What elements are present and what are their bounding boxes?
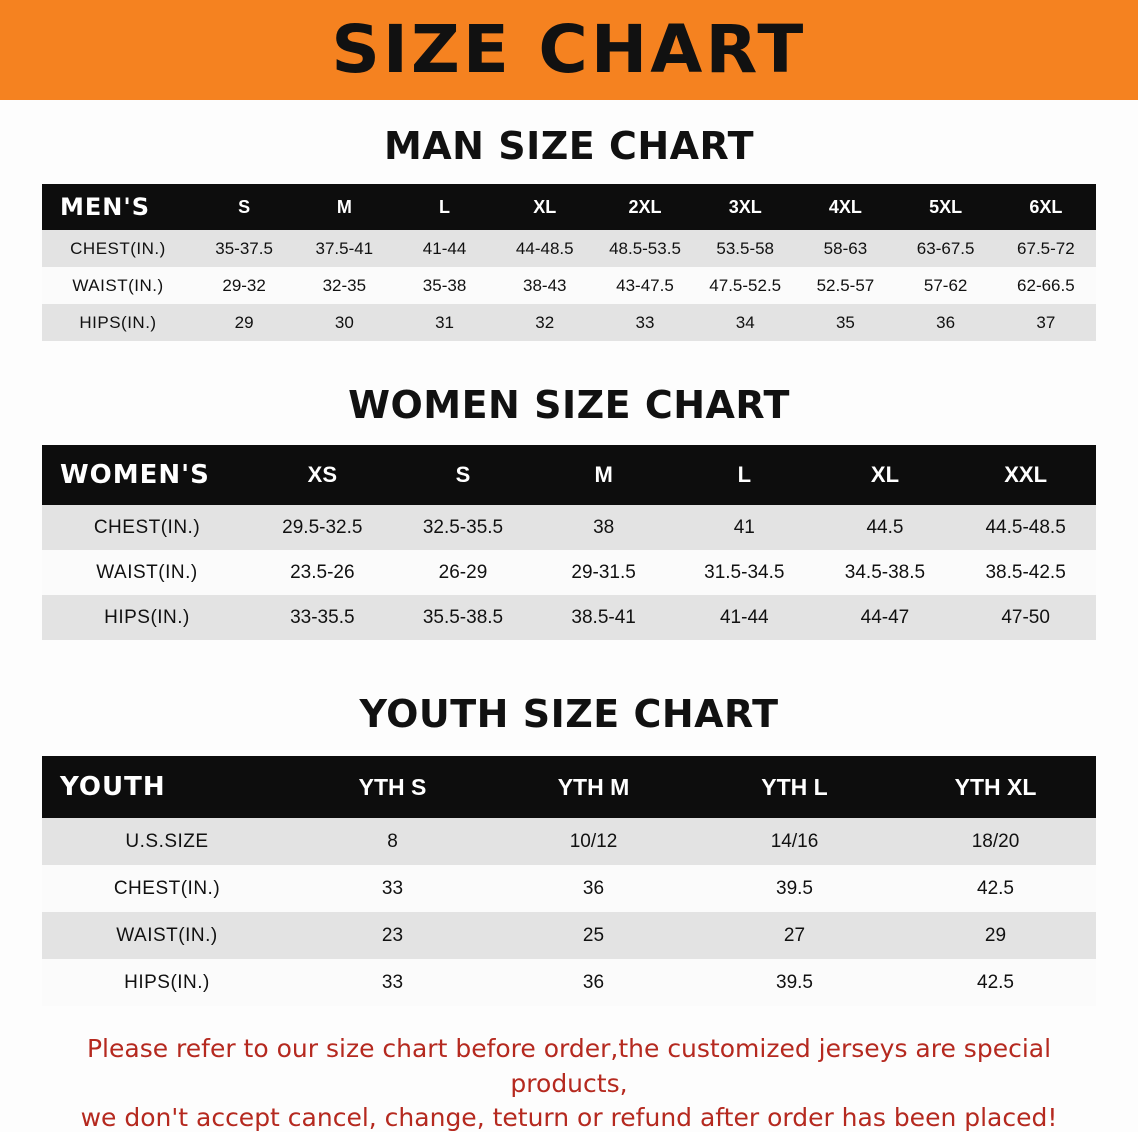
- row-label: U.S.SIZE: [125, 830, 209, 852]
- man-section-heading: MAN SIZE CHART: [383, 124, 755, 168]
- cell: 42.5: [977, 971, 1014, 993]
- row-label: CHEST(IN.): [70, 238, 166, 258]
- column-header: YOUTH: [60, 772, 166, 802]
- column-header: 6XL: [1029, 196, 1063, 217]
- row-label: CHEST(IN.): [93, 516, 201, 538]
- youth-table-wrap: [42, 756, 1096, 1006]
- cell: 41: [733, 516, 755, 538]
- column-header: MEN'S: [60, 193, 150, 221]
- table-header-row: [42, 756, 1096, 818]
- column-header: WOMEN'S: [60, 460, 210, 490]
- cell: 37.5-41: [315, 238, 374, 258]
- table-row: [42, 959, 1096, 1006]
- women-section-heading: WOMEN SIZE CHART: [348, 383, 790, 427]
- cell: 39.5: [776, 877, 813, 899]
- column-header: XS: [307, 462, 337, 487]
- row-label: CHEST(IN.): [113, 877, 221, 899]
- women-size-table: [42, 445, 1096, 640]
- cell: 47.5-52.5: [709, 275, 782, 295]
- cell: 31: [435, 312, 454, 332]
- cell: 35: [835, 312, 855, 332]
- cell: 44.5-48.5: [985, 516, 1066, 538]
- cell: 42.5: [977, 877, 1014, 899]
- cell: 34: [735, 312, 755, 332]
- table-row: [42, 505, 1096, 550]
- column-header: YTH L: [761, 773, 828, 800]
- cell: 32-35: [322, 275, 367, 295]
- cell: 27: [783, 924, 806, 946]
- row-label: WAIST(IN.): [96, 561, 198, 583]
- youth-size-table: [42, 756, 1096, 1006]
- cell: 57-62: [923, 275, 968, 295]
- column-header: S: [455, 462, 471, 487]
- cell: 30: [334, 312, 354, 332]
- cell: 43-47.5: [616, 275, 674, 295]
- page-title: SIZE CHART: [331, 11, 807, 88]
- column-header: 5XL: [929, 196, 963, 217]
- disclaimer-note: [40, 1032, 1098, 1136]
- cell: 25: [582, 924, 605, 946]
- cell: 29: [234, 312, 254, 332]
- row-label: HIPS(IN.): [104, 606, 190, 628]
- column-header: YTH M: [557, 773, 630, 800]
- cell: 35-37.5: [215, 238, 273, 258]
- cell: 38: [593, 516, 615, 538]
- column-header: L: [737, 462, 752, 487]
- cell: 37: [1036, 312, 1056, 332]
- column-header: YTH XL: [954, 773, 1037, 800]
- table-row: [42, 865, 1096, 912]
- table-header-row: [42, 184, 1096, 230]
- cell: 31.5-34.5: [704, 561, 785, 583]
- cell: 18/20: [971, 830, 1020, 852]
- row-label: HIPS(IN.): [124, 971, 210, 993]
- cell: 33-35.5: [290, 606, 355, 628]
- column-header: 3XL: [728, 196, 762, 217]
- cell: 23: [381, 924, 404, 946]
- cell: 53.5-58: [716, 238, 775, 258]
- cell: 44.5: [866, 516, 904, 538]
- column-header: M: [336, 196, 352, 217]
- cell: 52.5-57: [816, 275, 875, 295]
- cell: 33: [381, 971, 404, 993]
- cell: 29: [984, 924, 1007, 946]
- cell: 29.5-32.5: [282, 516, 363, 538]
- table-row: [42, 267, 1096, 304]
- column-header: YTH S: [358, 773, 427, 800]
- cell: 36: [582, 877, 605, 899]
- table-row: [42, 304, 1096, 341]
- column-header: 2XL: [628, 196, 662, 217]
- cell: 32.5-35.5: [422, 516, 504, 538]
- cell: 35-38: [422, 275, 467, 295]
- cell: 44-48.5: [515, 238, 574, 258]
- cell: 39.5: [776, 971, 813, 993]
- cell: 36: [582, 971, 605, 993]
- cell: 34.5-38.5: [844, 561, 926, 583]
- cell: 44-47: [860, 606, 910, 628]
- cell: 8: [387, 830, 398, 852]
- cell: 62-66.5: [1017, 275, 1075, 295]
- header-banner: [0, 0, 1138, 100]
- cell: 58-63: [823, 238, 868, 258]
- row-label: WAIST(IN.): [116, 924, 218, 946]
- youth-section-heading: YOUTH SIZE CHART: [359, 692, 779, 736]
- column-header: S: [238, 196, 251, 217]
- cell: 14/16: [770, 830, 819, 852]
- cell: 41-44: [719, 606, 769, 628]
- cell: 26-29: [438, 561, 488, 583]
- cell: 41-44: [422, 238, 467, 258]
- disclaimer-line-1: Please refer to our size chart before order,the customized jerseys are special products,: [86, 1034, 1052, 1098]
- cell: 33: [635, 312, 655, 332]
- table-row: [42, 912, 1096, 959]
- man-size-table: [42, 184, 1096, 341]
- cell: 35.5-38.5: [422, 606, 504, 628]
- table-row: [42, 818, 1096, 865]
- cell: 38-43: [523, 275, 567, 295]
- column-header: L: [439, 196, 451, 217]
- cell: 33: [381, 877, 404, 899]
- cell: 38.5-42.5: [985, 561, 1066, 583]
- cell: 32: [535, 312, 555, 332]
- column-header: XL: [533, 196, 557, 217]
- row-label: WAIST(IN.): [72, 275, 164, 295]
- disclaimer-line-2: we don't accept cancel, change, teturn or refund after order has been placed!: [80, 1103, 1058, 1132]
- column-header: XXL: [1004, 462, 1048, 487]
- cell: 38.5-41: [571, 606, 636, 628]
- column-header: M: [594, 462, 613, 487]
- column-header: 4XL: [828, 196, 862, 217]
- cell: 63-67.5: [916, 238, 975, 258]
- cell: 23.5-26: [290, 561, 355, 583]
- women-table-wrap: [42, 445, 1096, 640]
- man-table-wrap: [42, 184, 1096, 341]
- row-label: HIPS(IN.): [79, 312, 157, 332]
- table-header-row: [42, 445, 1096, 505]
- cell: 47-50: [1001, 606, 1050, 628]
- cell: 10/12: [569, 830, 618, 852]
- cell: 29-32: [222, 275, 266, 295]
- cell: 29-31.5: [571, 561, 636, 583]
- cell: 36: [936, 312, 956, 332]
- cell: 67.5-72: [1017, 238, 1075, 258]
- table-row: [42, 550, 1096, 595]
- table-row: [42, 230, 1096, 267]
- column-header: XL: [870, 462, 900, 487]
- table-row: [42, 595, 1096, 640]
- cell: 48.5-53.5: [609, 238, 681, 258]
